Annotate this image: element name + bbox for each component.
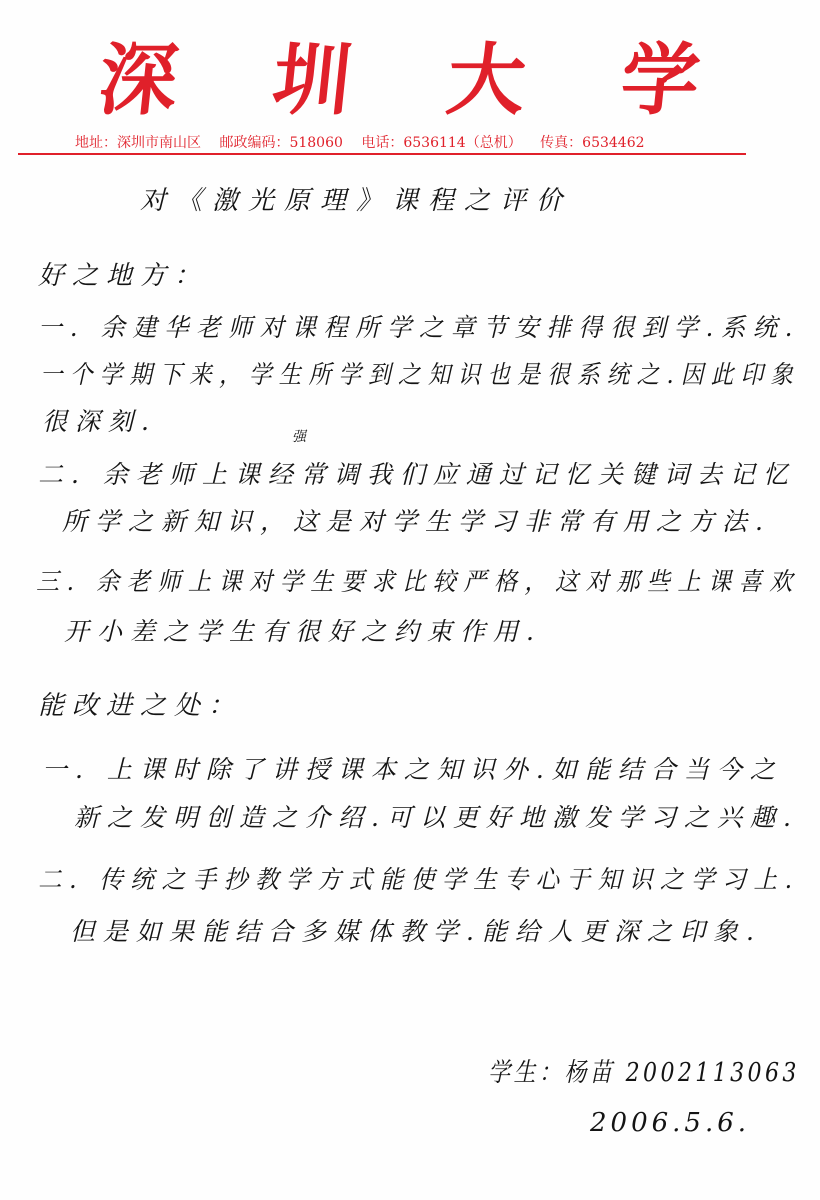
improvement-heading: 能改进之处： bbox=[38, 691, 243, 721]
letterhead-contact-info bbox=[75, 132, 645, 152]
good-point-line: 所学之新知识，这是对学生学习非常有用之方法. bbox=[62, 507, 771, 536]
good-points-heading: 好之地方： bbox=[38, 261, 209, 291]
good-point-line: 二. 余老师上课经常调我们应通过记忆关键词去记忆 bbox=[38, 460, 796, 489]
document-title: 对《激光原理》课程之评价 bbox=[140, 186, 573, 216]
improvement-line: 但是如果能结合多媒体教学.能给人更深之印象. bbox=[70, 917, 762, 946]
letterhead-fax: 传真：6534462 bbox=[540, 135, 645, 151]
signature-line: 学生：杨苗 2002113063 bbox=[488, 1058, 800, 1088]
letterhead-char: 学 bbox=[616, 35, 705, 126]
improvement-line: 二. 传统之手抄教学方式能使学生专心于知识之学习上. bbox=[38, 865, 800, 894]
improvement-line: 新之发明创造之介绍.可以更好地激发学习之兴趣. bbox=[74, 803, 799, 832]
letterhead-char: 深 bbox=[94, 35, 183, 126]
good-point-line: 很深刻. bbox=[42, 407, 157, 436]
letterhead-divider bbox=[18, 153, 746, 155]
improvement-line: 一. 上课时除了讲授课本之知识外.如能结合当今之 bbox=[42, 755, 783, 784]
good-point-line: 开小差之学生有很好之约束作用. bbox=[64, 617, 542, 646]
letterhead-university-name bbox=[0, 18, 820, 130]
good-point-line: 一. 余建华老师对课程所学之章节安排得很到学.系统. bbox=[38, 313, 801, 342]
good-point-line: 三. 余老师上课对学生要求比较严格，这对那些上课喜欢 bbox=[36, 567, 800, 596]
letterhead-phone: 电话：6536114（总机） bbox=[361, 135, 522, 151]
letterhead-postcode: 邮政编码：518060 bbox=[219, 135, 343, 151]
insertion-mark: 强 bbox=[292, 429, 306, 445]
letterhead-address: 地址：深圳市南山区 bbox=[75, 135, 201, 151]
letterhead-char: 圳 bbox=[268, 35, 357, 126]
signature-date: 2006.5.6. bbox=[590, 1108, 751, 1138]
letterhead-char: 大 bbox=[442, 35, 531, 126]
good-point-line: 一个学期下来，学生所学到之知识也是很系统之.因此印象 bbox=[40, 360, 801, 389]
